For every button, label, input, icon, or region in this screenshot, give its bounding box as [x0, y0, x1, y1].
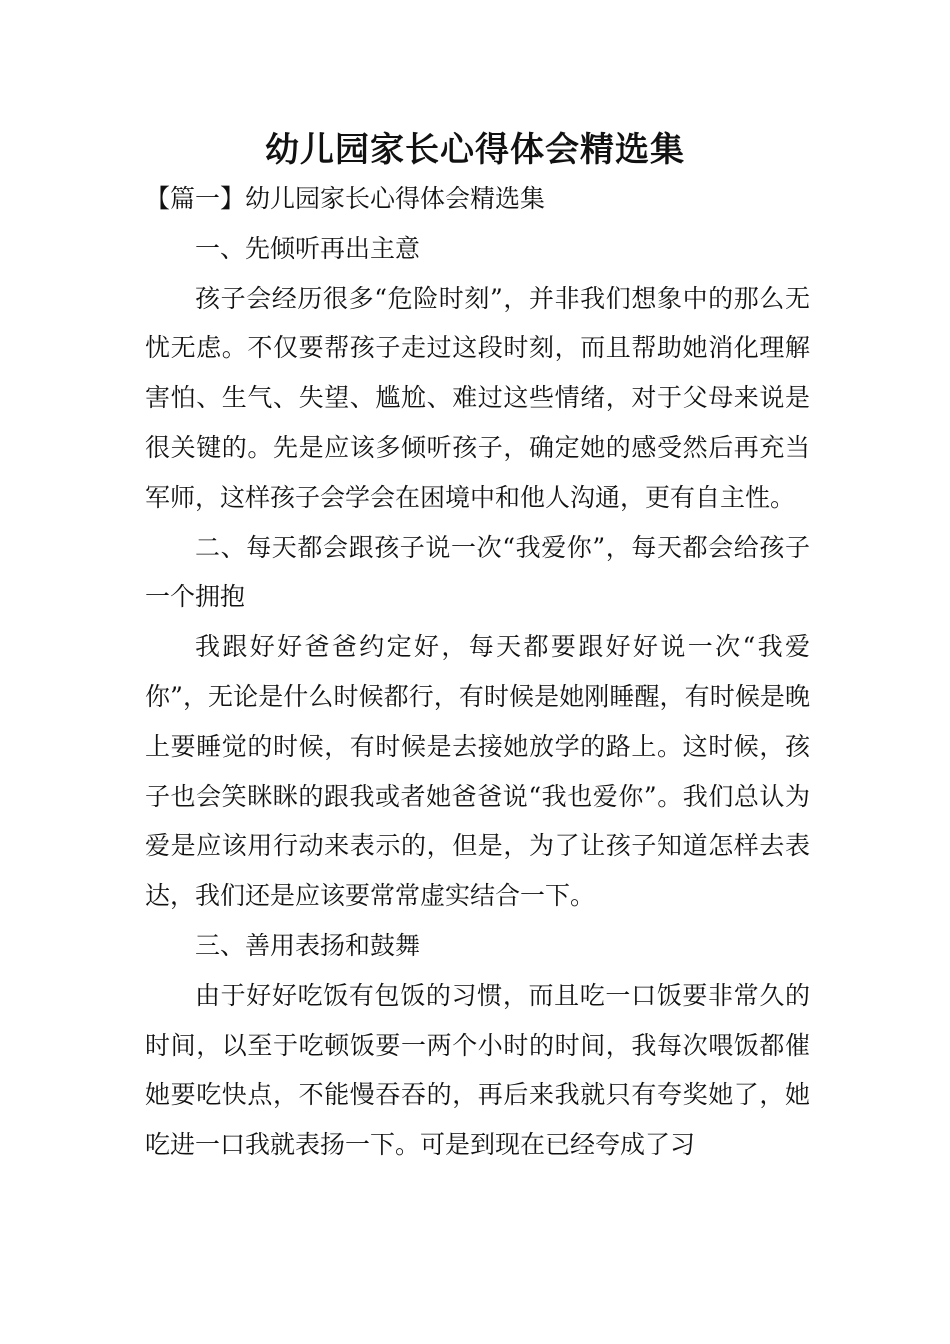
document-title: 幼儿园家长心得体会精选集	[265, 130, 685, 170]
subheading: 二、每天都会跟孩子说一次“我爱你”，每天都会给孩子一个拥抱	[145, 532, 810, 612]
section-heading: 【篇一】幼儿园家长心得体会精选集	[145, 184, 546, 213]
paragraph: 我跟好好爸爸约定好，每天都要跟好好说一次“我爱你”，无论是什么时候都行，有时候是她刚睡醒，有时候是晚上要睡觉的时候，有时候是去接她放学的路上。这时候，孩子也会笑眯眯的跟我或者她爸爸说“我也爱你”。我们总认为爱是应该用行动来表示的，但是，为了让孩子知道怎样去表达，我们还是应该要常常虚实结合一下。	[145, 632, 810, 911]
paragraph: 由于好好吃饭有包饭的习惯，而且吃一口饭要非常久的时间，以至于吃顿饭要一两个小时的时间，我每次喂饭都催她要吃快点，不能慢吞吞的，再后来我就只有夸奖她了，她吃进一口我就表扬一下。可是到现在已经夸成了习	[145, 980, 810, 1160]
subheading: 一、先倾听再出主意	[195, 233, 421, 263]
subheading: 三、善用表扬和鼓舞	[195, 930, 421, 960]
document-body	[145, 174, 810, 1170]
paragraph: 孩子会经历很多“危险时刻”，并非我们想象中的那么无忧无虑。不仅要帮孩子走过这段时刻，而且帮助她消化理解害怕、生气、失望、尴尬、难过这些情绪，对于父母来说是很关键的。先是应该多倾听孩子，确定她的感受然后再充当军师，这样孩子会学会在困境中和他人沟通，更有自主性。	[145, 283, 810, 512]
